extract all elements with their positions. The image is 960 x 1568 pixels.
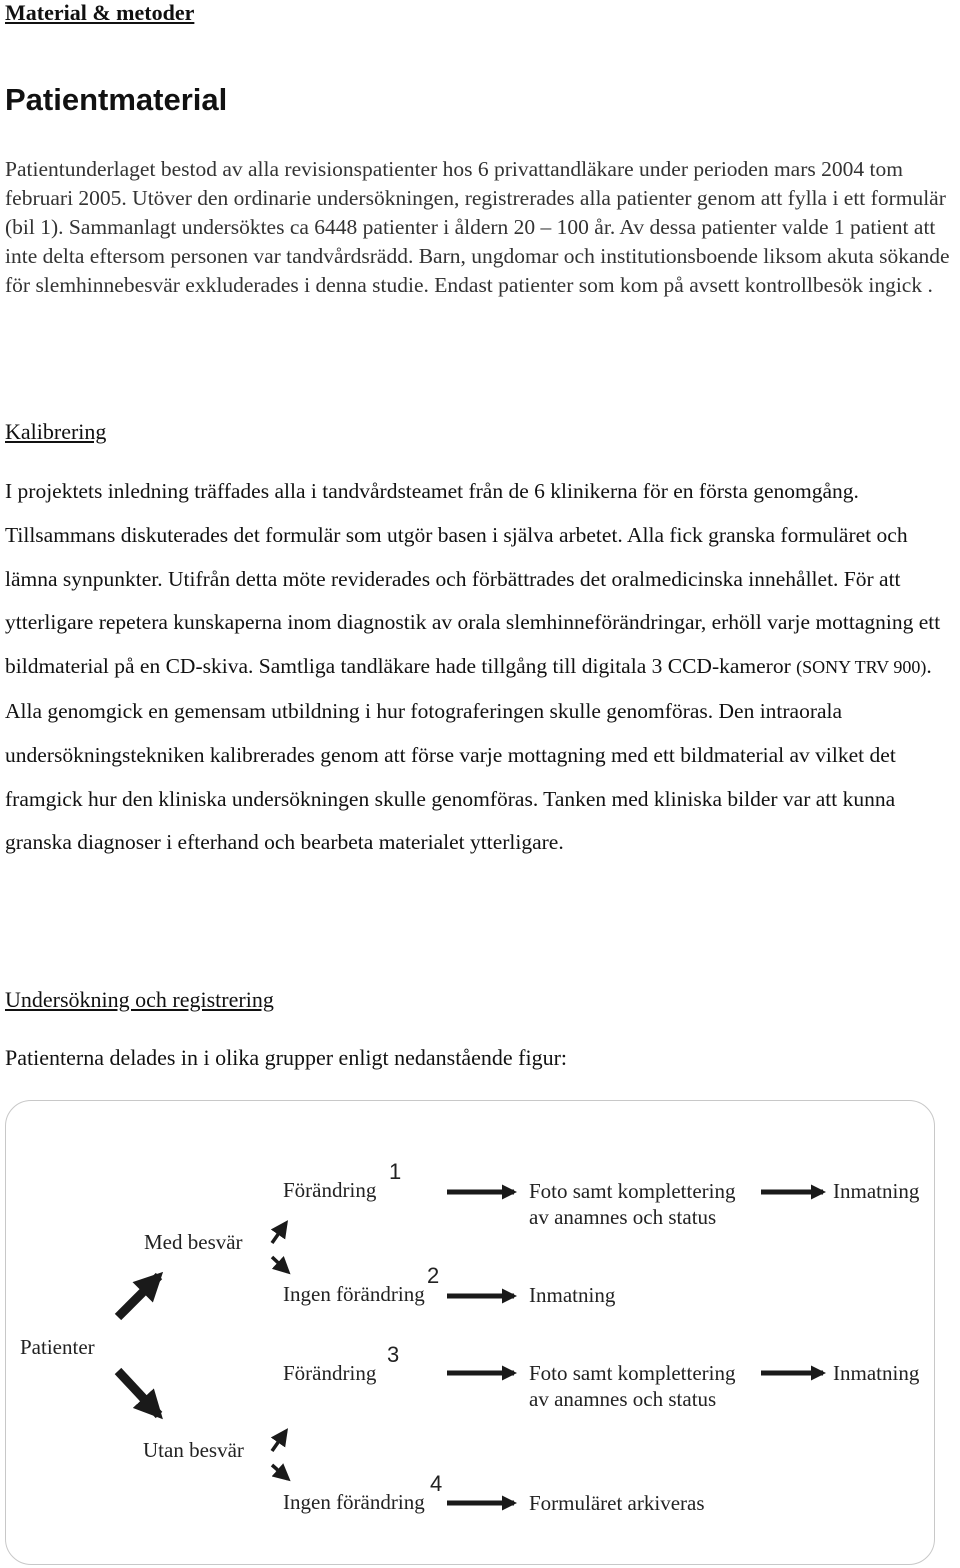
arrow-med-to-forandring-1 — [272, 1223, 286, 1243]
node-ingen-forandring-4: Ingen förändring — [283, 1490, 425, 1514]
group-number-1: 1 — [389, 1159, 402, 1184]
group-number-3: 3 — [387, 1342, 400, 1367]
node-patienter: Patienter — [20, 1335, 95, 1359]
node-inmatning-1: Inmatning — [833, 1179, 920, 1203]
node-formularet-arkiveras: Formuläret arkiveras — [529, 1491, 705, 1515]
kalibrering-text-a: I projektets inledning träffades alla i tandvårdsteamet från de 6 klinikerna för en första genomgång. Tillsammans diskuterades det formulär som utgör basen i själva arbetet. Alla fick granska formuläret och lämna synpunkter. Utifrån detta möte reviderades och förbättrades det oralmedicinska innehållet. För att ytterligare repetera kunskaperna inom diagnostik av orala slemhinneförändringar, erhöll varje mottagning ett bildmaterial på en CD-skiva. Samtliga tandläkare hade tillgång till digitala 3 CCD-kameror — [5, 479, 941, 679]
group-number-2: 2 — [427, 1263, 440, 1288]
arrow-patienter-to-utan-besvar — [118, 1371, 159, 1415]
group-number-4: 4 — [430, 1471, 443, 1496]
node-inmatning-3: Inmatning — [833, 1361, 920, 1385]
intro-paragraph: Patientunderlaget bestod av alla revisionspatienter hos 6 privattandläkare under perioden mars 2004 tom februari 2005. Utöver den ordinarie undersökningen, registrerades alla patienter genom att fylla i ett formulär (bil 1). Sammanlagt undersöktes ca 6448 patienter i åldern 20 – 100 år. Av dessa patienter valde 1 patient att inte delta eftersom personen var tandvårdsrädd. Barn, ungdomar och institutionsboende liksom akuta sökande för slemhinnebesvär exkluderades i denna studie. Endast patienter som kom på avsett kontrollbesök ingick . — [5, 157, 950, 297]
node-inmatning-2: Inmatning — [529, 1283, 616, 1307]
node-forandring-1: Förändring — [283, 1178, 377, 1202]
arrow-utan-to-ingen-4 — [272, 1465, 288, 1479]
undersokning-heading: Undersökning och registrering — [5, 987, 274, 1012]
node-foto-3: Foto samt komplettering av anamnes och status — [529, 1361, 736, 1411]
kalibrering-text-b: . Alla genomgick en gemensam utbildning i hur fotograferingen skulle genomföras. Den intraorala undersökningstekniken kalibrerades genom att förse varje mottagning med ett bildmaterial av vilket det framgick hur den kliniska undersökningen skulle genomföras. Tanken med kliniska bilder var att kunna granska diagnoser i efterhand och bearbeta materialet ytterligare. — [5, 654, 932, 855]
node-med-besvar: Med besvär — [144, 1230, 243, 1254]
arrow-med-to-ingen-2 — [272, 1257, 288, 1272]
section-title: Patientmaterial — [5, 82, 228, 117]
camera-model: (SONY TRV 900) — [796, 657, 927, 678]
flow-arrows — [6, 1101, 935, 1565]
node-foto-1: Foto samt komplettering av anamnes och status — [529, 1179, 736, 1229]
undersokning-paragraph: Patienterna delades in i olika grupper enligt nedanstående figur: — [5, 1045, 568, 1070]
arrow-patienter-to-med-besvar — [118, 1276, 159, 1317]
node-forandring-3: Förändring — [283, 1361, 377, 1385]
node-ingen-forandring-2: Ingen förändring — [283, 1282, 425, 1306]
document-heading: Material & metoder — [5, 0, 195, 25]
patient-flow-figure — [5, 1100, 935, 1565]
kalibrering-paragraph — [5, 470, 960, 865]
kalibrering-heading: Kalibrering — [5, 419, 107, 444]
node-utan-besvar: Utan besvär — [143, 1438, 244, 1462]
arrow-utan-to-forandring-3 — [272, 1431, 286, 1451]
